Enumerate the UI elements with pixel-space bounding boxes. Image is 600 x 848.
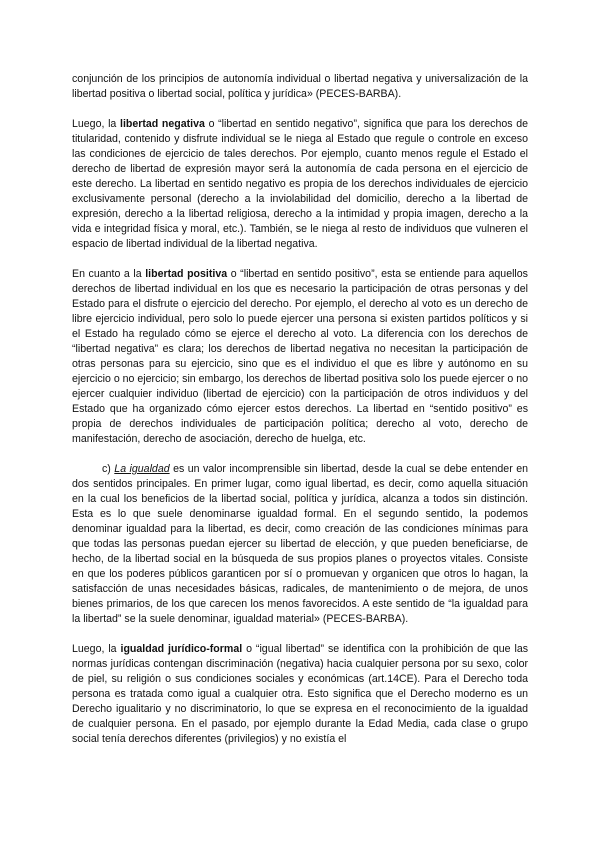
term-la-igualdad: La igualdad [114,463,170,475]
text-segment: o “igual libertad” se identifica con la prohibición de que las normas jurídicas contengan discriminación (negativa) hacia cualquier persona por su sexo, color de piel, su religión o sus condiciones sociales y económicas (art.14CE). Para el Derecho toda persona es tratada como igual a cualquier otra. Esto significa que el Derecho moderno es un Derecho igualitario y no discriminatorio, lo que se expresa en el reconocimiento de la igualdad de cualquier persona. En el pasado, por ejemplo durante la Edad Media, cada clase o grupo social tenía derechos diferentes (privilegios) y no existía el [72,643,529,745]
text-segment: Luego, la [72,118,120,130]
term-libertad-negativa: libertad negativa [120,118,205,130]
text-segment: es un valor incomprensible sin libertad, desde la cual se debe entender en dos sentidos principales. En primer lugar, como igual libertad, es decir, como aquella situación en la cual los beneficios de la libertad social, política y jurídica, alcanza a todos sin distinción. Esta es lo que suele denominarse igualdad formal. En el segundo sentido, la podemos denominar igualdad para la libertad, es decir, como creación de las condiciones mínimas para que todas las personas puedan ejercer su libertad de elección, y que pueden beneficiarse, de hecho, de la libertad social en la búsqueda de sus propios planes o proyectos vitales. Consiste en que los poderes públicos garanticen por sí o promuevan y organicen que otros lo hagan, la satisfacción de unas necesidades básicas, radicales, de mantenimiento o de mejora, de unos bienes primarios, de los que carecen los menos favorecidos. A este sentido de “la igualdad para la libertad” se la suele denominar, igualdad material» (PECES-BARBA). [72,463,528,625]
text-segment: o “libertad en sentido positivo”, esta se entiende para aquellos derechos de libertad individual en los que es necesario la participación de otras personas y del Estado para el disfrute o ejercicio del derecho. Por ejemplo, el derecho al voto es un derecho de libre ejercicio individual, pero solo lo puede ejercer una persona si existen partidos políticos y si el Estado ha regulado cómo se ejerce el derecho al voto. La diferencia con los derechos de “libertad negativa” es clara; los derechos de libertad negativa no necesitan la participación de otras personas para su ejercicio, sino que es el individuo el que es libre y autónomo en su ejercicio o no ejercicio; sin embargo, los derechos de libertad positiva solo los puede ejercer o no ejercer cualquier individuo (libertad de ejercicio) con la participación de otros individuos y del Estado que ha organizado cómo ejercer estos derechos. La libertad en “sentido positivo” es propia de derechos individuales de participación política; derecho al voto, derecho de manifestación, derecho de asociación, derecho de huelga, etc. [72,268,528,445]
text-segment: conjunción de los principios de autonomía individual o libertad negativa y universalización de la libertad positiva o libertad social, política y jurídica» (PECES-BARBA). [72,73,528,100]
text-segment: o “libertad en sentido negativo”, significa que para los derechos de titularidad, contenido y disfrute individual se le niega al Estado que regule o controle en exceso las condiciones de ejercicio de tales derechos. Por ejemplo, cuanto menos regule el Estado el derecho de libertad de expresión mayor será la autonomía de cada persona en el ejercicio de este derecho. La libertad en sentido negativo es propia de los derechos individuales de ejercicio exclusivamente personal (derecho a la inviolabilidad del domicilio, derecho a la libertad de expresión, derecho a la libertad religiosa, derecho a la intimidad y propia imagen, derecho a la vida e integridad física y moral, etc.). También, se le niega al resto de individuos que vulneren el espacio de libertad individual de la libertad negativa. [72,118,528,250]
paragraph-peces-barba-citation-end [72,72,528,102]
text-segment: Luego, la [72,643,121,655]
paragraph-igualdad [72,462,528,627]
paragraph-libertad-positiva [72,267,528,447]
term-libertad-positiva: libertad positiva [145,268,228,280]
term-igualdad-juridico-formal: igualdad jurídico-formal [120,643,243,655]
paragraph-libertad-negativa [72,117,528,252]
list-marker: c) [102,463,115,475]
text-segment: En cuanto a la [72,268,146,280]
document-body [72,72,528,747]
paragraph-igualdad-juridico-formal [72,642,528,747]
